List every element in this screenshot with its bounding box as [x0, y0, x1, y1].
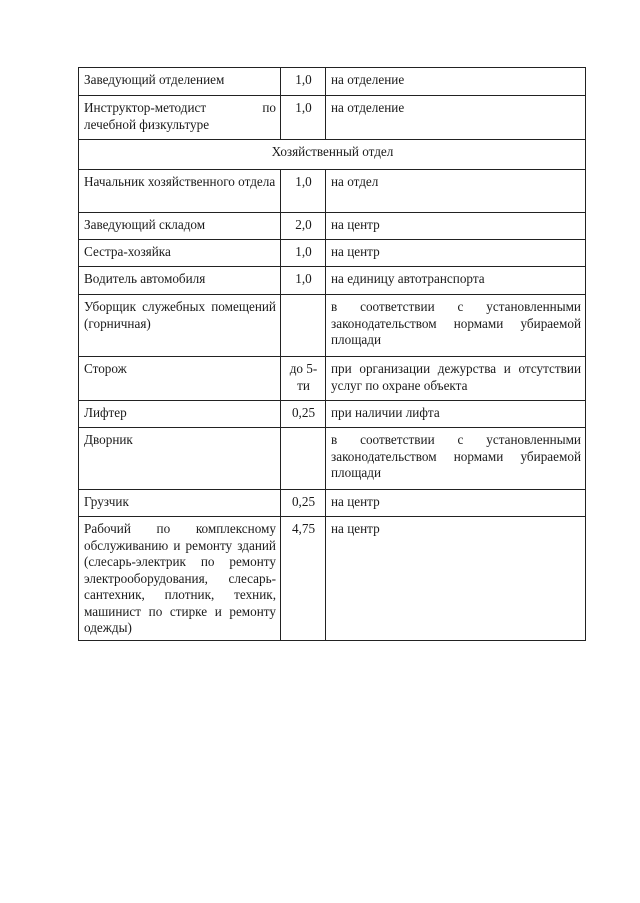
position-cell: Сторож: [79, 357, 281, 401]
note-cell: на центр: [326, 213, 586, 240]
table-row: [79, 401, 586, 428]
section-title: Хозяйственный отдел: [79, 140, 586, 170]
note-cell: на центр: [326, 517, 586, 641]
table-row: [79, 428, 586, 490]
position-cell: Сестра-хозяйка: [79, 240, 281, 267]
note-cell: на отделение: [326, 96, 586, 140]
note-cell: на отделение: [326, 68, 586, 96]
note-cell: на центр: [326, 240, 586, 267]
position-cell: Грузчик: [79, 490, 281, 517]
document-page: [78, 67, 585, 641]
norm-cell: до 5-ти: [281, 357, 326, 401]
norm-cell: 1,0: [281, 170, 326, 213]
note-cell: на единицу автотранспорта: [326, 267, 586, 295]
note-cell: в соответствии с установленными законодательством нормами убираемой площади: [326, 428, 586, 490]
staffing-table-body: [79, 68, 586, 641]
norm-cell: 1,0: [281, 267, 326, 295]
norm-cell: 1,0: [281, 240, 326, 267]
staffing-table: [78, 67, 586, 641]
table-row: [79, 490, 586, 517]
norm-cell: 0,25: [281, 490, 326, 517]
norm-cell: 1,0: [281, 96, 326, 140]
table-row: [79, 295, 586, 357]
position-cell: Лифтер: [79, 401, 281, 428]
note-cell: в соответствии с установленными законодательством нормами убираемой площади: [326, 295, 586, 357]
table-row: [79, 213, 586, 240]
norm-cell: [281, 428, 326, 490]
table-row: [79, 240, 586, 267]
norm-cell: [281, 295, 326, 357]
position-cell: Рабочий по комплексному обслуживанию и ремонту зданий (слесарь-электрик по ремонту электрооборудования, слесарь-сантехник, плотник, техник, машинист по стирке и ремонту одежды): [79, 517, 281, 641]
table-row: [79, 96, 586, 140]
note-cell: при организации дежурства и отсутствии услуг по охране объекта: [326, 357, 586, 401]
position-cell: Водитель автомобиля: [79, 267, 281, 295]
note-cell: на отдел: [326, 170, 586, 213]
position-cell: Начальник хозяйственного отдела: [79, 170, 281, 213]
table-row: [79, 517, 586, 641]
table-row: [79, 170, 586, 213]
position-cell: Инструктор-методист по лечебной физкультуре: [79, 96, 281, 140]
position-cell: Заведующий отделением: [79, 68, 281, 96]
norm-cell: 4,75: [281, 517, 326, 641]
norm-cell: 1,0: [281, 68, 326, 96]
norm-cell: 2,0: [281, 213, 326, 240]
table-row: [79, 68, 586, 96]
table-row: [79, 267, 586, 295]
norm-cell: 0,25: [281, 401, 326, 428]
note-cell: на центр: [326, 490, 586, 517]
note-cell: при наличии лифта: [326, 401, 586, 428]
section-row: [79, 140, 586, 170]
position-cell: Дворник: [79, 428, 281, 490]
position-cell: Уборщик служебных помещений (горничная): [79, 295, 281, 357]
position-cell: Заведующий складом: [79, 213, 281, 240]
table-row: [79, 357, 586, 401]
